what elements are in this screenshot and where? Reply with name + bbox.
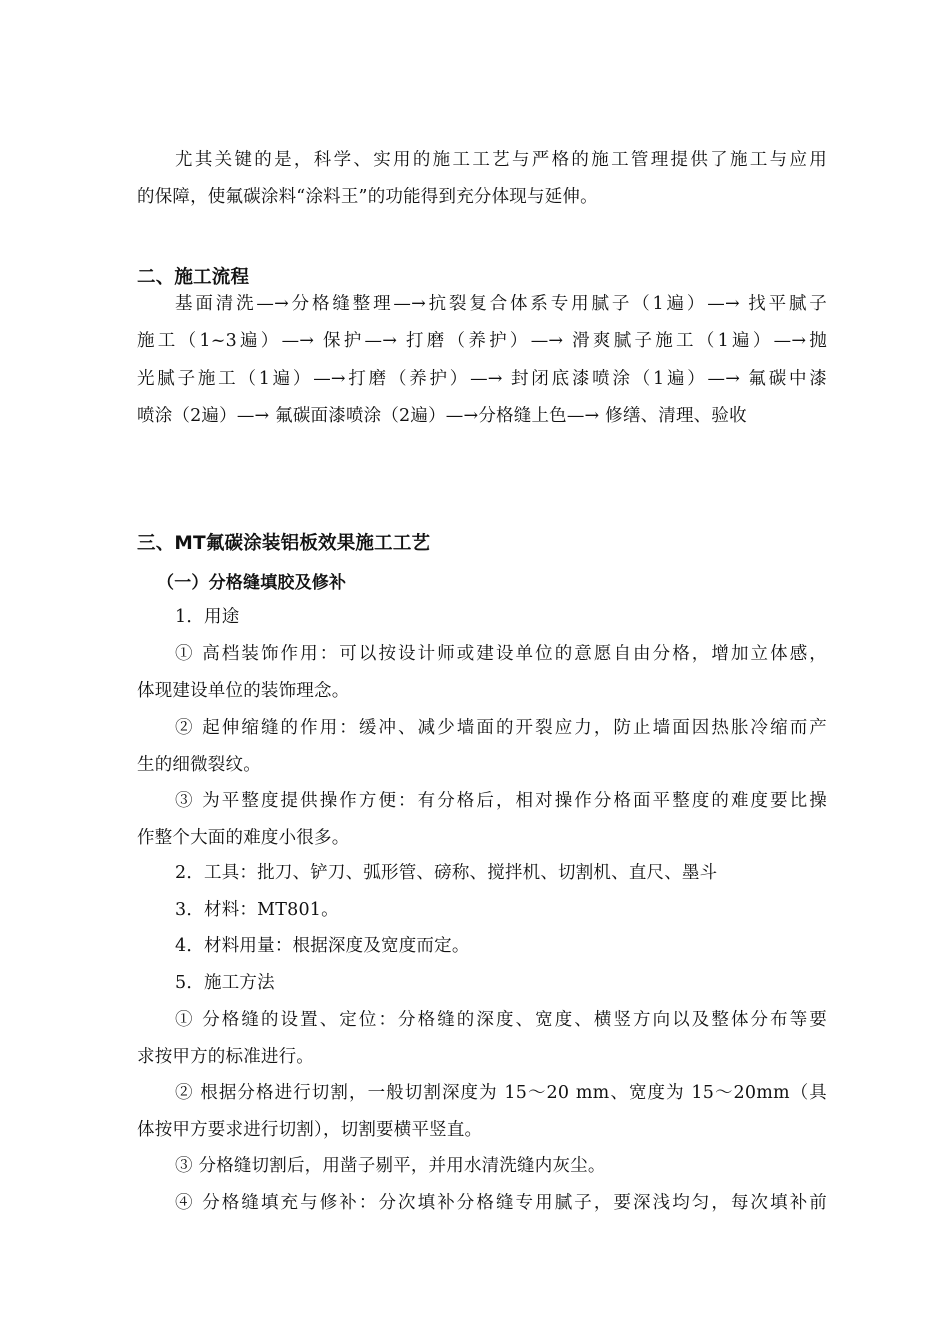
item-2-tools: 2．工具：批刀、铲刀、弧形管、磅称、搅拌机、切割机、直尺、墨斗 — [175, 863, 718, 883]
use-1-line-1: ① 高档装饰作用：可以按设计师或建设单位的意愿自由分格，增加立体感， — [175, 644, 827, 664]
section-2-heading: 二、施工流程 — [137, 267, 250, 288]
method-2-line-2: 体按甲方要求进行切割），切割要横平竖直。 — [137, 1120, 483, 1140]
method-1-line-2: 求按甲方的标准进行。 — [137, 1047, 314, 1067]
use-3-line-1: ③ 为平整度提供操作方便：有分格后，相对操作分格面平整度的难度要比操 — [175, 791, 827, 811]
item-3-materials: 3．材料：MT801。 — [175, 900, 339, 920]
subsection-heading: （一）分格缝填胶及修补 — [157, 573, 347, 593]
use-3-line-2: 作整个大面的难度小很多。 — [137, 828, 350, 848]
item-1-title: 1．用途 — [175, 607, 240, 627]
method-1-line-1: ① 分格缝的设置、定位：分格缝的深度、宽度、横竖方向以及整体分布等要 — [175, 1010, 827, 1030]
flow-line-2: 施工（1~3遍）—→ 保护—→ 打磨（养护）—→ 滑爽腻子施工（1遍）—→抛 — [137, 331, 827, 351]
method-3: ③ 分格缝切割后，用凿子剔平，并用水清洗缝内灰尘。 — [175, 1156, 606, 1176]
item-4-material-usage: 4．材料用量：根据深度及宽度而定。 — [175, 936, 470, 956]
section-3-heading: 三、MT氟碳涂装铝板效果施工工艺 — [137, 533, 431, 554]
method-4-line-1: ④ 分格缝填充与修补：分次填补分格缝专用腻子，要深浅均匀，每次填补前 — [175, 1193, 827, 1213]
flow-line-4: 喷涂（2遍）—→ 氟碳面漆喷涂（2遍）—→分格缝上色—→ 修缮、清理、验收 — [137, 406, 747, 426]
use-2-line-1: ② 起伸缩缝的作用：缓冲、减少墙面的开裂应力，防止墙面因热胀冷缩而产 — [175, 718, 827, 738]
method-2-line-1: ② 根据分格进行切割，一般切割深度为 15～20 mm、宽度为 15～20mm（具 — [175, 1083, 827, 1103]
flow-line-3: 光腻子施工（1遍）—→打磨（养护）—→ 封闭底漆喷涂（1遍）—→ 氟碳中漆 — [137, 369, 827, 389]
intro-paragraph-line-1: 尤其关键的是，科学、实用的施工工艺与严格的施工管理提供了施工与应用 — [175, 150, 827, 170]
use-1-line-2: 体现建设单位的装饰理念。 — [137, 681, 350, 701]
item-5-title: 5．施工方法 — [175, 973, 275, 993]
flow-line-1: 基面清洗—→分格缝整理—→抗裂复合体系专用腻子（1遍）—→ 找平腻子 — [175, 294, 827, 314]
use-2-line-2: 生的细微裂纹。 — [137, 755, 261, 775]
intro-paragraph-line-2: 的保障，使氟碳涂料“涂料王”的功能得到充分体现与延伸。 — [137, 187, 598, 207]
